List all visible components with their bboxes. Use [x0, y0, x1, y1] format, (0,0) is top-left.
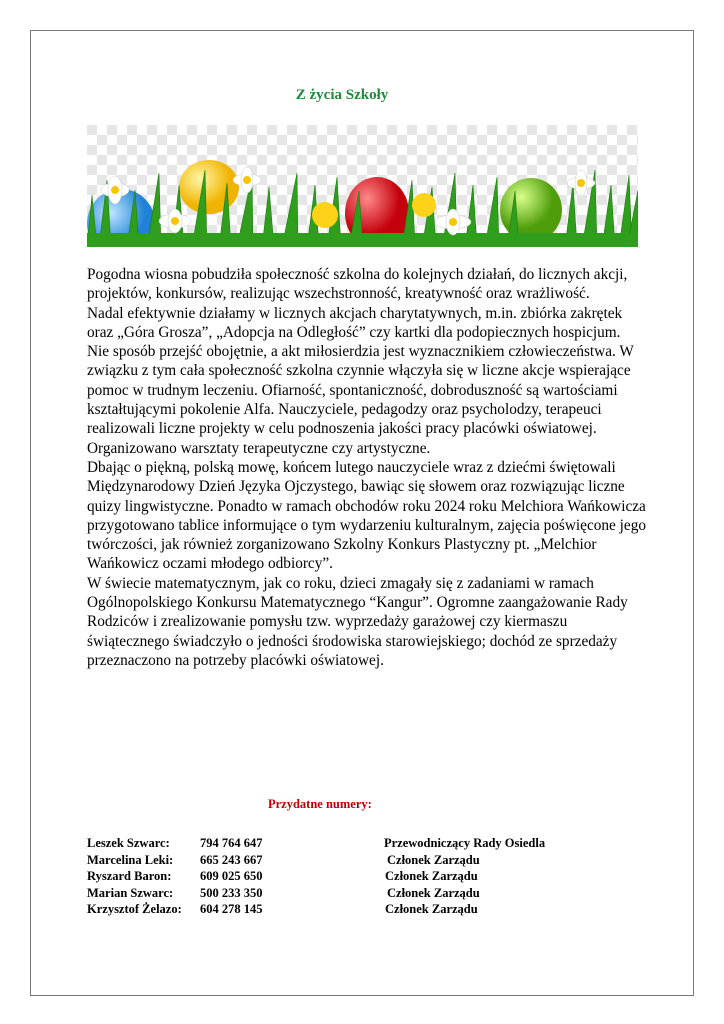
contact-role: Członek Zarządu: [387, 852, 480, 867]
contact-phone: 500 233 350: [200, 885, 263, 900]
contact-role: Członek Zarządu: [387, 885, 480, 900]
paragraph: Pogodna wiosna pobudziła społeczność szkolna do kolejnych działań, do licznych akcji, projektów, konkursów, realizując wszechstronność, kreatywność oraz wrażliwość.: [87, 266, 628, 303]
paragraph: Organizowano warsztaty terapeutyczne czy artystyczne.: [87, 439, 431, 457]
contact-name: Leszek Szwarc:: [87, 836, 170, 850]
contact-phone: 794 764 647: [200, 836, 263, 850]
page-title: Z życia Szkoły: [295, 87, 389, 103]
contact-name: Krzysztof Żelazo:: [87, 902, 182, 916]
paragraph: Nadal efektywnie działamy w licznych akcjach charytatywnych, m.in. zbiórka zakrętek oraz „Góra Grosza”, „Adopcja na Odległość” czy kartki dla podopiecznych hospicjum.: [87, 304, 623, 341]
contact-phone: 609 025 650: [200, 869, 263, 883]
contact-name: Marcelina Leki:: [87, 852, 174, 867]
contact-name: Marian Szwarc:: [87, 885, 174, 900]
article-body: [87, 265, 647, 670]
contact-role: Członek Zarządu: [385, 869, 478, 883]
useful-numbers-heading: Przydatne numery:: [268, 797, 372, 811]
contact-name: Ryszard Baron:: [87, 869, 172, 883]
paragraph: Dbając o piękną, polską mowę, końcem lutego nauczyciele wraz z dziećmi świętowali Międzynarodowy Dzień Języka Ojczystego, bawiąc się słowem oraz rozwiązując liczne quizy lingwistyczne. Ponadto w ramach obchodów roku 2024 roku Melchiora Wańkowicza przygotowano tablice informujące o tym wydarzeniu kulturalnym, zajęcia poświęcone jego twórczości, jak również zorganizowano Szkolny Konkurs Plastyczny pt. „Melchior Wańkowicz oczami młodego odbiorcy”.: [87, 458, 646, 573]
contact-phone: 604 278 145: [200, 902, 263, 916]
easter-banner-image: [87, 125, 638, 247]
contact-role: Przewodniczący Rady Osiedla: [384, 836, 546, 850]
contact-phone: 665 243 667: [200, 852, 263, 867]
contact-role: Członek Zarządu: [385, 902, 478, 916]
paragraph: Nie sposób przejść obojętnie, a akt miłosierdzia jest wyznacznikiem człowieczeństwa. W związku z tym cała społeczność szkolna czynnie włączyła się w liczne akcje wspierające pomoc w trudnym leczeniu. Ofiarność, spontaniczność, dobroduszność są wartościami kształtującymi pokolenie Alfa. Nauczyciele, pedagodzy oraz psycholodzy, terapeuci realizowali liczne projekty w celu podnoszenia jakości pracy placówki oświatowej.: [87, 343, 634, 438]
paragraph: W świecie matematycznym, jak co roku, dzieci zmagały się z zadaniami w ramach Ogólnopolskiego Konkursu Matematycznego “Kangur”. Ogromne zaangażowanie Rady Rodziców i zrealizowanie pomysłu tzw. wyprzedaży garażowej czy kiermaszu świątecznego świadczyło o jedności środowiska starowiejskiego; dochód ze sprzedaży przeznaczono na potrzeby placówki oświatowej.: [87, 574, 628, 669]
